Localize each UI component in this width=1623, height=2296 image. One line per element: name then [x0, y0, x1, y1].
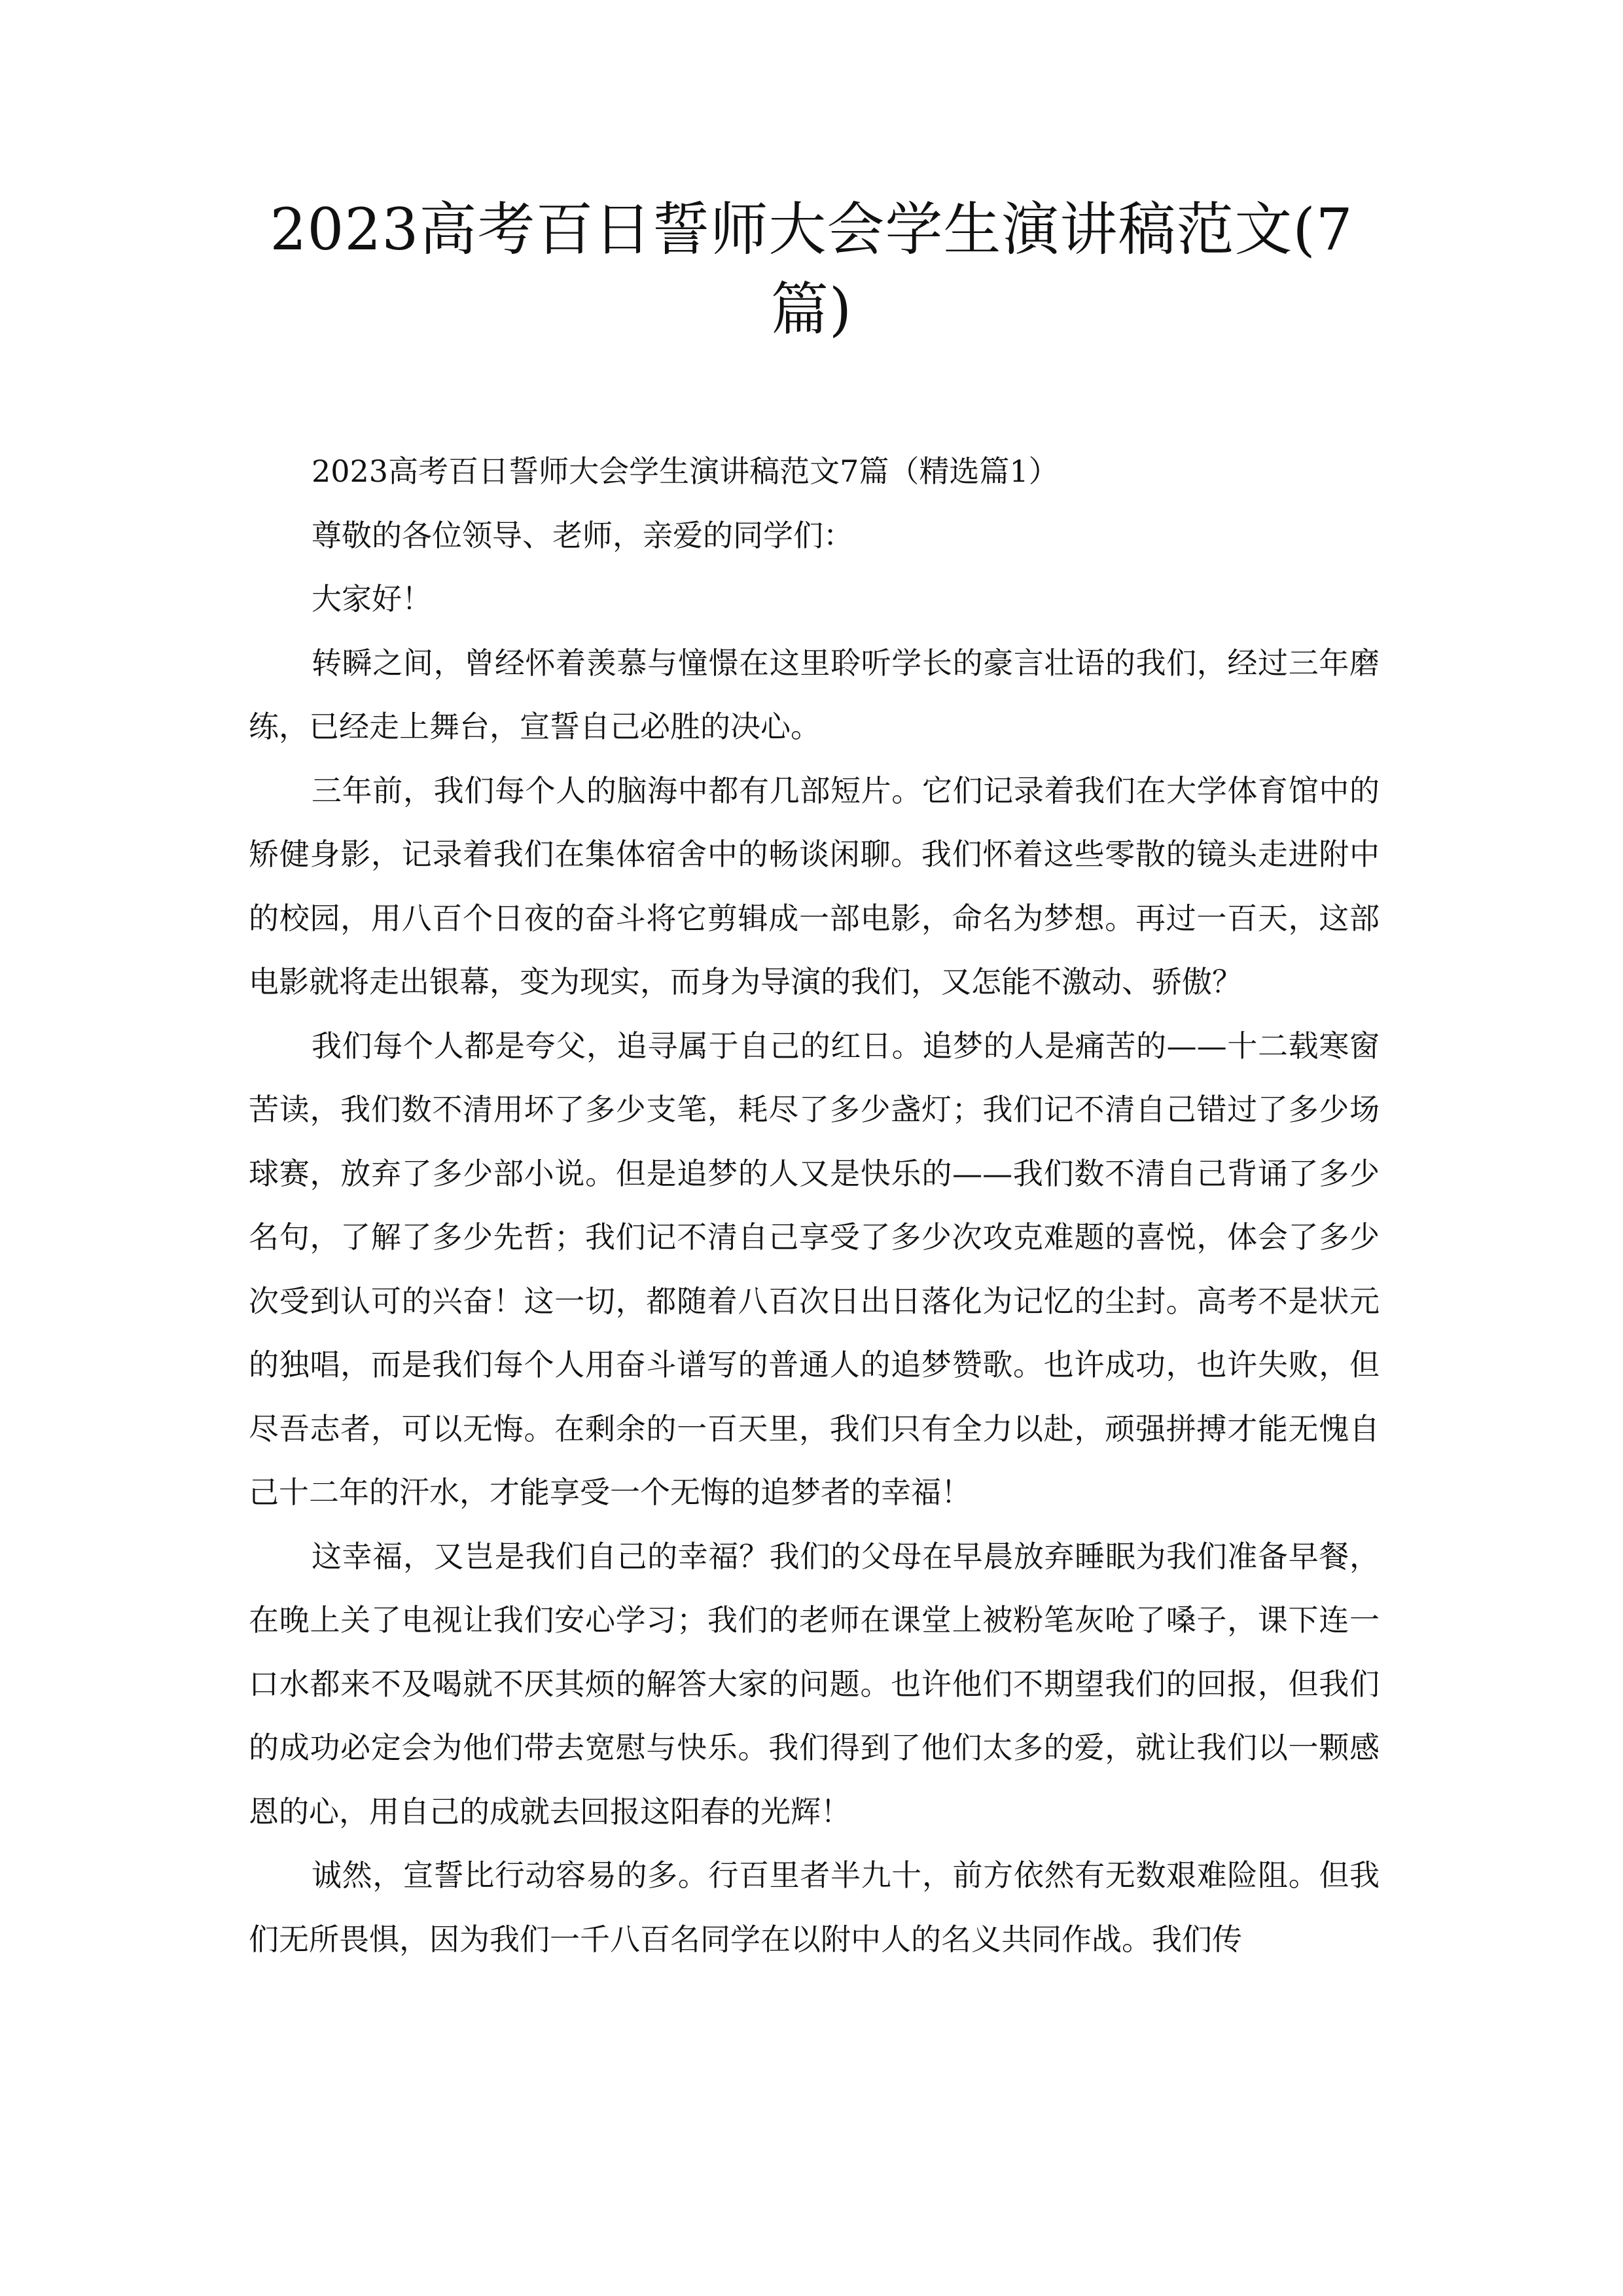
paragraph: 我们每个人都是夸父，追寻属于自己的红日。追梦的人是痛苦的——十二载寒窗苦读，我们数不清用坏了多少支笔，耗尽了多少盏灯；我们记不清自己错过了多少场球赛，放弃了多少部小说。但是追梦的人又是快乐的——我们数不清自己背诵了多少名句，了解了多少先哲；我们记不清自己享受了多少次攻克难题的喜悦，体会了多少次受到认可的兴奋！这一切，都随着八百次日出日落化为记忆的尘封。高考不是状元的独唱，而是我们每个人用奋斗谱写的普通人的追梦赞歌。也许成功，也许失败，但尽吾志者，可以无悔。在剩余的一百天里，我们只有全力以赴，顽强拼搏才能无愧自己十二年的汗水，才能享受一个无悔的追梦者的幸福！ [249, 1028, 1380, 1510]
paragraph: 三年前，我们每个人的脑海中都有几部短片。它们记录着我们在大学体育馆中的矫健身影，记录着我们在集体宿舍中的畅谈闲聊。我们怀着这些零散的镜头走进附中的校园，用八百个日夜的奋斗将它剪辑成一部电影，命名为梦想。再过一百天，这部电影就将走出银幕，变为现实，而身为导演的我们，又怎能不激动、骄傲？ [249, 772, 1380, 999]
document-body [249, 440, 1380, 1971]
document-title: 2023高考百日誓师大会学生演讲稿范文(7篇) [270, 196, 1353, 343]
paragraph: 转瞬之间，曾经怀着羡慕与憧憬在这里聆听学长的豪言壮语的我们，经过三年磨练，已经走上舞台，宣誓自己必胜的决心。 [249, 645, 1380, 744]
salutation: 尊敬的各位领导、老师，亲爱的同学们： [312, 517, 853, 553]
paragraph: 这幸福，又岂是我们自己的幸福？我们的父母在早晨放弃睡眠为我们准备早餐，在晚上关了电视让我们安心学习；我们的老师在课堂上被粉笔灰呛了嗓子，课下连一口水都来不及喝就不厌其烦的解答大家的问题。也许他们不期望我们的回报，但我们的成功必定会为他们带去宽慰与快乐。我们得到了他们太多的爱，就让我们以一颗感恩的心，用自己的成就去回报这阳春的光辉！ [249, 1538, 1380, 1829]
paragraph: 诚然，宣誓比行动容易的多。行百里者半九十，前方依然有无数艰难险阻。但我们无所畏惧，因为我们一千八百名同学在以附中人的名义共同作战。我们传 [249, 1857, 1380, 1957]
greeting: 大家好！ [312, 581, 432, 617]
section-heading: 2023高考百日誓师大会学生演讲稿范文7篇（精选篇1） [312, 454, 1059, 489]
